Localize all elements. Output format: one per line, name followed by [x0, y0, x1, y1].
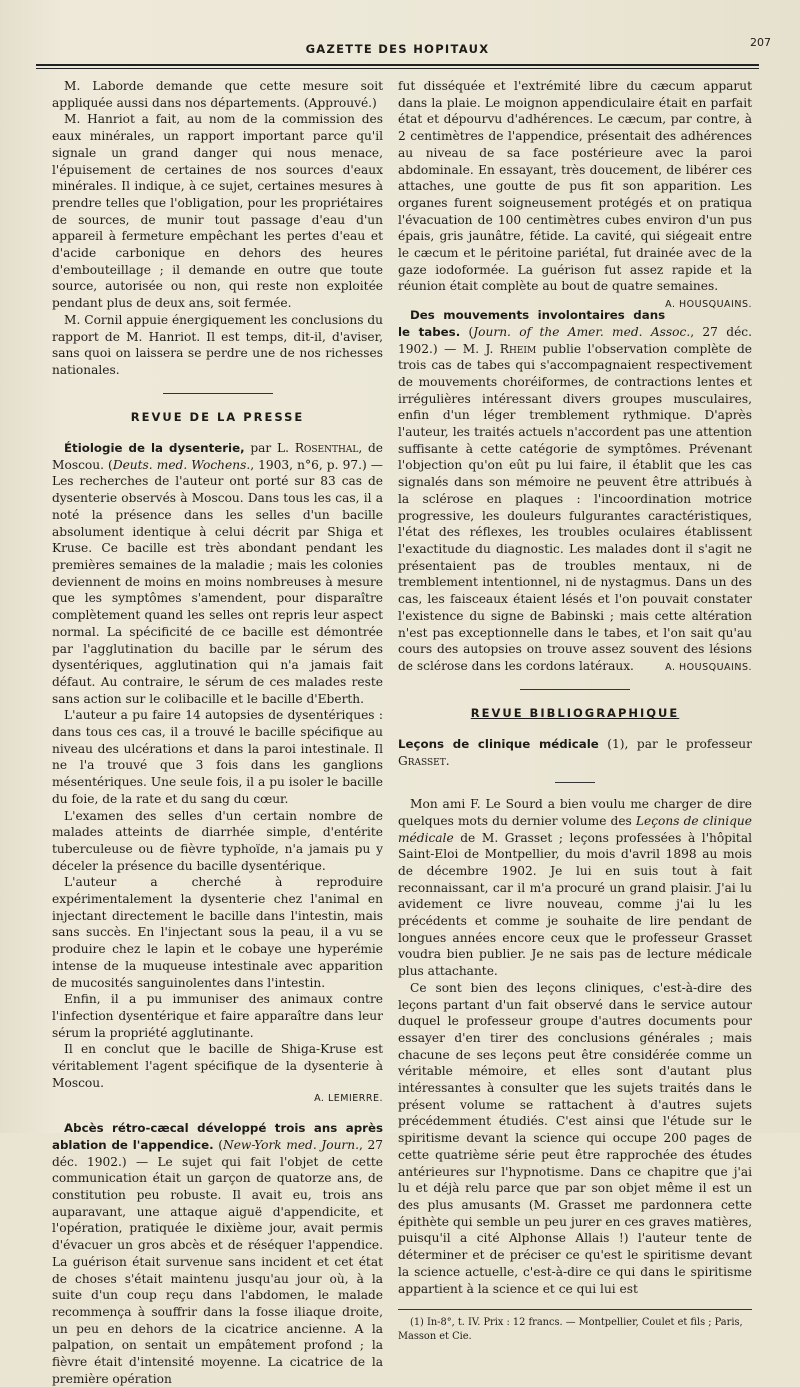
- article-tabes: Des mouvements involontaires dans le tabes. (Journ. of the Amer. med. Assoc., 27 déc. 1902.) — M. J. Rheim publie l'observation complète de trois cas de tabes qui s'accompagnaient respectivement de mouvements choréiformes, de contractions lentes et irrégulières intéressant divers groupes musculaires, enfin d'un léger tremblement rythmique. D'après l'auteur, les traités actuels n'accordent pas une attention suffisante à cette catégorie de symptômes. Prévenant l'objection qu'on eût pu lui faire, il établit que les cas signalés dans son mémoire ne peuvent être attribués à la sclérose en plaques : l'incoordination motrice progressive, les douleurs fulgurantes caractéristiques, l'état des réflexes, les troubles oculaires établissent l'exactitude du diagnostic. Les malades dont il s'agit ne présentaient pas de troubles mentaux, ni de tremblement intentionnel, ni de nystagmus. Dans un des cas, les faisceaux étaient lésés et l'on pouvait constater l'existence du signe de Babinski ; mais cette altération n'est pas exceptionnelle dans le tabes, et l'on sait qu'au cours des autopsies on trouve assez souvent des lésions de sclérose dans les cordons latéraux. A. HOUSQUAINS.: [398, 307, 752, 674]
- left-column: [52, 78, 383, 1387]
- section-divider: [398, 681, 752, 698]
- paragraph: L'examen des selles d'un certain nombre de malades atteints de diarrhée simple, d'entérite tuberculeuse ou de fièvre typhoïde, n'a jamais pu y déceler la présence du bacille dysentérique.: [52, 808, 383, 873]
- paragraph: M. Laborde demande que cette mesure soit appliquée aussi dans nos départements. (Approuvé.): [52, 79, 383, 110]
- paragraph: M. Hanriot a fait, au nom de la commission des eaux minérales, un rapport important parce qu'il signale un grand danger qui nous menace, l'épuisement de certaines de nos sources d'eaux minérales. Il indique, à ce sujet, certaines mesures à prendre telles que l'obligation, pour les propriétaires de sources, de munir tout passage d'eau d'un appareil à fermeture empêchant les pertes d'eau et d'acide carbonique en dehors des heures d'embouteillage ; il demande en outre que toute source, autorisée ou non, qui reste non exploitée pendant plus de deux ans, soit fermée.: [52, 112, 383, 311]
- article-author: Rheim: [499, 341, 537, 356]
- article-author: Grasset: [398, 753, 446, 768]
- article-author: Rosenthal: [294, 441, 359, 456]
- journal-title: GAZETTE DES HOPITAUX: [305, 42, 490, 56]
- paragraph: M. Cornil appuie énergiquement les conclusions du rapport de M. Hanriot. Il est temps, dit-il, d'aviser, sans quoi on laissera se perdre une de nos richesses nationales.: [52, 312, 383, 377]
- author-signature: A. LEMIERRE.: [314, 1093, 383, 1105]
- article-title: Leçons de clinique médicale: [398, 737, 599, 752]
- header-rule-thick: [36, 64, 759, 66]
- section-title-revue-bibliographique: REVUE BIBLIOGRAPHIQUE: [470, 706, 680, 721]
- article-title: Des mouvements involontaires dans le tabes.: [398, 308, 666, 339]
- article-lecons-title: Leçons de clinique médicale (1), par le professeur Grasset.: [398, 737, 752, 768]
- article-title: Abcès rétro-cæcal développé trois ans après ablation de l'appendice.: [52, 1121, 383, 1152]
- paragraph: Il en conclut que le bacille de Shiga-Kruse est véritablement l'agent spécifique de la dysenterie à Moscou.: [52, 1042, 383, 1090]
- paragraph: L'auteur a cherché à reproduire expérimentalement la dysenterie chez l'animal en injectant directement le bacille dans l'intestin, mais sans succès. En l'injectant sous la peau, il a vu se produire chez le lapin et le cobaye une hyperémie intense de la muqueuse intestinale avec apparition de mucosités sanguinolentes dans l'intestin.: [52, 875, 383, 990]
- section-title-revue-presse: REVUE DE LA PRESSE: [130, 410, 305, 425]
- article-dysenterie: Étiologie de la dysenterie, par L. Rosenthal, de Moscou. (Deuts. med. Wochens., 1903, n°6, p. 97.) — Les recherches de l'auteur ont porté sur 83 cas de dysenterie observés à Moscou. Dans tous les cas, il a noté la présence dans les selles d'un bacille absolument identique à celui décrit par Shiga et Kruse. Ce bacille est très abondant pendant les premières semaines de la maladie ; mais les colonies deviennent de moins en moins nombreuses à mesure que les symptômes s'amendent, pour disparaître complètement quand les selles ont repris leur aspect normal. La spécificité de ce bacille est démontrée par l'agglutination du bacille par le sérum des dysentériques, agglutination qui n'a jamais fait défaut. Au contraire, le sérum de ces malades reste sans action sur le colibacille et le bacille d'Eberth.: [52, 441, 383, 706]
- article-abces: Abcès rétro-cæcal développé trois ans après ablation de l'appendice. (New-York med. Journ., 27 déc. 1902.) — Le sujet qui fait l'objet de cette communication était un garçon de quatorze ans, de constitution peu robuste. Il avait eu, trois ans auparavant, une attaque aiguë d'appendicite, et l'opération, pratiquée le dixième jour, avait permis d'évacuer un gros abcès et de réséquer l'appendice. La guérison était survenue sans incident et cet état de choses s'était maintenu jusqu'au jour où, à la suite d'un coup reçu dans l'abdomen, le malade recommença à souffrir dans la fosse iliaque droite, un peu en dehors de la cicatrice ancienne. A la palpation, on sentait un empâtement profond ; la fièvre était d'intensité moyenne. La cicatrice de la première opération: [52, 1121, 383, 1386]
- section-divider: [52, 385, 383, 402]
- journal-name: Deuts. med. Wochens.: [112, 457, 251, 472]
- title-underline: [398, 771, 752, 788]
- author-signature: A. HOUSQUAINS.: [665, 661, 752, 673]
- author-signature: A. HOUSQUAINS.: [665, 299, 752, 311]
- paragraph: Enfin, il a pu immuniser des animaux contre l'infection dysentérique et faire apparaître dans leur sérum la propriété agglutinante.: [52, 992, 383, 1040]
- journal-name: Journ. of the Amer. med. Assoc.: [473, 324, 691, 339]
- header-rule-thin: [36, 68, 759, 69]
- paragraph: Ce sont bien des leçons cliniques, c'est-à-dire des leçons partant d'un fait observé dans le service autour duquel le professeur groupe d'autres documents pour essayer d'en tirer des conclusions générales ; mais chacune de ses leçons peut être considérée comme un véritable mémoire, et elles sont d'autant plus intéressantes à consulter que les sujets traités dans le présent volume se rattachent à d'autres sujets précédemment étudiés. C'est ainsi que l'étude sur le spiritisme devant la science qui occupe 200 pages de cette quatrième série peut être rapprochée des études antérieures sur l'hypnotisme. Dans ce chapitre que j'ai lu et déjà relu parce que par son objet même il est un des plus amusants (M. Grasset me pardonnera cette épithète qui semble un peu jurer en ces graves matières, puisqu'il a cité Alphonse Allais !) l'auteur tente de déterminer et de préciser ce qu'est le spiritisme devant la science actuelle, c'est-à-dire ce qui dans le spiritisme appartient à la science et ce qui lui est: [398, 980, 752, 1296]
- footnote-rule: [398, 1309, 752, 1310]
- article-title: Étiologie de la dysenterie,: [64, 441, 245, 456]
- book-title: Leçons de clinique médicale: [398, 813, 752, 845]
- footnote: (1) In-8°, t. IV. Prix : 12 francs. — Montpellier, Coulet et fils ; Paris, Masson et Cie.: [398, 1317, 743, 1343]
- page-header: [30, 36, 771, 66]
- right-column: [398, 78, 752, 1344]
- page-number: 207: [750, 36, 771, 49]
- paragraph: L'auteur a pu faire 14 autopsies de dysentériques : dans tous ces cas, il a trouvé le bacille spécifique au niveau des ulcérations et dans la paroi intestinale. Il ne l'a trouvé que 3 fois dans les ganglions mésentériques. Une seule fois, il a pu isoler le bacille du foie, de la rate et du sang du cœur.: [52, 708, 383, 806]
- journal-name: New-York med. Journ.: [223, 1137, 359, 1152]
- paragraph-continued: fut disséquée et l'extrémité libre du cæcum apparut dans la plaie. Le moignon appendiculaire était en parfait état et dépourvu d'adhérences. Le cæcum, par contre, à 2 centimètres de l'appendice, présentait des adhérences au niveau de sa face postérieure avec la paroi abdominale. En essayant, très doucement, de libérer ces attaches, une goutte de pus fit son apparition. Les organes furent soigneusement protégés et on pratiqua l'évacuation de 100 centimètres cubes environ d'un pus épais, gris jaunâtre, fétide. La cavité, qui siégeait entre le cæcum et le péritoine pariétal, fut drainée avec de la gaze iodoformée. La guérison fut assez rapide et la réunion était complète au bout de quatre semaines. A. HOUSQUAINS.: [398, 78, 752, 295]
- paragraph: Mon ami F. Le Sourd a bien voulu me charger de dire quelques mots du dernier volume des Leçons de clinique médicale de M. Grasset ; leçons professées à l'hôpital Saint-Eloi de Montpellier, du mois d'avril 1898 au mois de décembre 1902. Je lui en suis tout à fait reconnaissant, car il m'a procuré un grand plaisir. J'ai lu avidement ce livre nouveau, comme j'ai lu les précédents et comme je souhaite de lire pendant de longues années encore ceux que le professeur Grasset voudra bien publier. Je ne sais pas de lecture médicale plus attachante.: [398, 797, 752, 979]
